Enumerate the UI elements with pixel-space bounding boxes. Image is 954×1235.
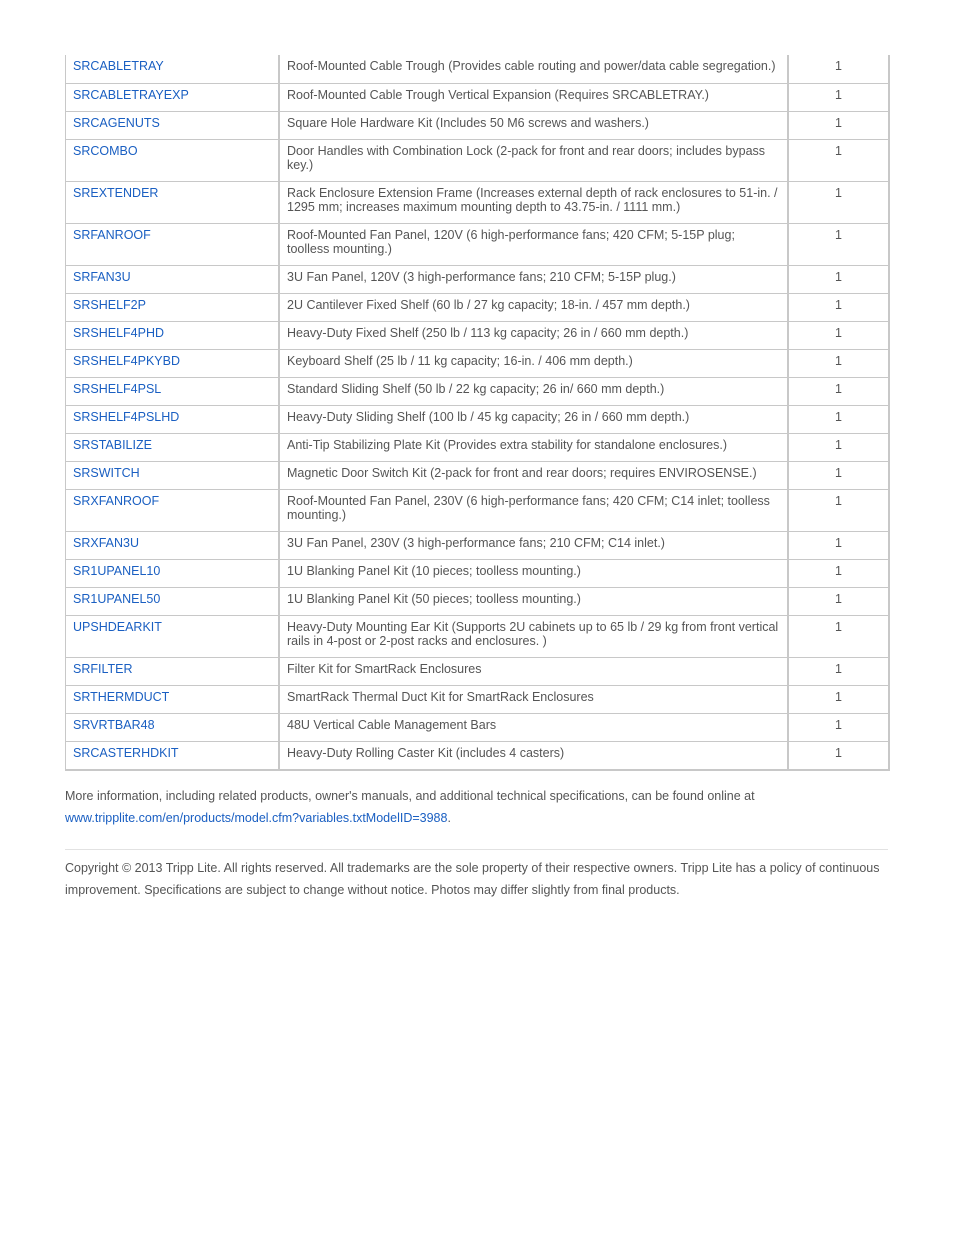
product-page-link[interactable]: www.tripplite.com/en/products/model.cfm?variables.txtModelID=3988	[65, 811, 448, 825]
description-cell: SmartRack Thermal Duct Kit for SmartRack Enclosures	[278, 685, 787, 713]
model-link[interactable]: SRSHELF4PKYBD	[65, 349, 278, 377]
description-cell: 1U Blanking Panel Kit (50 pieces; toolless mounting.)	[278, 587, 787, 615]
model-link[interactable]: SRSTABILIZE	[65, 433, 278, 461]
table-row	[65, 461, 888, 489]
description-cell: Magnetic Door Switch Kit (2-pack for front and rear doors; requires ENVIROSENSE.)	[278, 461, 787, 489]
quantity-cell: 1	[787, 55, 888, 83]
quantity-cell: 1	[787, 657, 888, 685]
description-cell: Roof-Mounted Fan Panel, 120V (6 high-performance fans; 420 CFM; 5-15P plug; toolless mounting.)	[278, 223, 787, 265]
table-row	[65, 615, 888, 657]
description-cell: 48U Vertical Cable Management Bars	[278, 713, 787, 741]
table-row	[65, 181, 888, 223]
quantity-cell: 1	[787, 531, 888, 559]
quantity-cell: 1	[787, 741, 888, 769]
table-row	[65, 377, 888, 405]
model-link[interactable]: SRTHERMDUCT	[65, 685, 278, 713]
table-row	[65, 713, 888, 741]
model-link[interactable]: SRSHELF4PHD	[65, 321, 278, 349]
model-link[interactable]: SRSHELF4PSLHD	[65, 405, 278, 433]
quantity-cell: 1	[787, 181, 888, 223]
description-cell: Rack Enclosure Extension Frame (Increases external depth of rack enclosures to 51-in. / 1295 mm; increases maximum mounting depth to 43.75-in. / 1111 mm.)	[278, 181, 787, 223]
table-row	[65, 293, 888, 321]
model-link[interactable]: SRFILTER	[65, 657, 278, 685]
model-link[interactable]: SRFANROOF	[65, 223, 278, 265]
model-link[interactable]: SRSWITCH	[65, 461, 278, 489]
quantity-cell: 1	[787, 559, 888, 587]
model-link[interactable]: SRCABLETRAY	[65, 55, 278, 83]
description-cell: Door Handles with Combination Lock (2-pack for front and rear doors; includes bypass key.)	[278, 139, 787, 181]
table-row	[65, 349, 888, 377]
quantity-cell: 1	[787, 321, 888, 349]
table-row	[65, 111, 888, 139]
table-row	[65, 741, 888, 769]
model-link[interactable]: SRXFANROOF	[65, 489, 278, 531]
table-row	[65, 657, 888, 685]
table-row	[65, 55, 888, 83]
quantity-cell: 1	[787, 111, 888, 139]
table-row	[65, 587, 888, 615]
quantity-cell: 1	[787, 615, 888, 657]
description-cell: 1U Blanking Panel Kit (10 pieces; toolless mounting.)	[278, 559, 787, 587]
model-link[interactable]: UPSHDEARKIT	[65, 615, 278, 657]
description-cell: Heavy-Duty Mounting Ear Kit (Supports 2U cabinets up to 65 lb / 29 kg from front vertical rails in 4-post or 2-post racks and enclosures. )	[278, 615, 787, 657]
description-cell: Heavy-Duty Sliding Shelf (100 lb / 45 kg capacity; 26 in / 660 mm depth.)	[278, 405, 787, 433]
model-link[interactable]: SRFAN3U	[65, 265, 278, 293]
description-cell: Filter Kit for SmartRack Enclosures	[278, 657, 787, 685]
table-row	[65, 531, 888, 559]
description-cell: 2U Cantilever Fixed Shelf (60 lb / 27 kg capacity; 18-in. / 457 mm depth.)	[278, 293, 787, 321]
model-link[interactable]: SRCAGENUTS	[65, 111, 278, 139]
model-link[interactable]: SRCOMBO	[65, 139, 278, 181]
quantity-cell: 1	[787, 587, 888, 615]
document-page	[65, 55, 888, 901]
table-row	[65, 433, 888, 461]
accessories-table	[65, 55, 890, 771]
quantity-cell: 1	[787, 489, 888, 531]
table-row	[65, 139, 888, 181]
quantity-cell: 1	[787, 265, 888, 293]
table-row	[65, 559, 888, 587]
description-cell: Anti-Tip Stabilizing Plate Kit (Provides extra stability for standalone enclosures.)	[278, 433, 787, 461]
description-cell: 3U Fan Panel, 230V (3 high-performance fans; 210 CFM; C14 inlet.)	[278, 531, 787, 559]
description-cell: Square Hole Hardware Kit (Includes 50 M6 screws and washers.)	[278, 111, 787, 139]
table-row	[65, 83, 888, 111]
description-cell: Roof-Mounted Cable Trough (Provides cable routing and power/data cable segregation.)	[278, 55, 787, 83]
description-cell: Roof-Mounted Fan Panel, 230V (6 high-performance fans; 420 CFM; C14 inlet; toolless mounting.)	[278, 489, 787, 531]
model-link[interactable]: SRSHELF4PSL	[65, 377, 278, 405]
model-link[interactable]: SREXTENDER	[65, 181, 278, 223]
table-row	[65, 223, 888, 265]
model-link[interactable]: SRXFAN3U	[65, 531, 278, 559]
model-link[interactable]: SR1UPANEL10	[65, 559, 278, 587]
link-suffix: .	[447, 811, 451, 825]
table-row	[65, 265, 888, 293]
quantity-cell: 1	[787, 139, 888, 181]
copyright-notice: Copyright © 2013 Tripp Lite. All rights reserved. All trademarks are the sole property of their respective owners. Tripp Lite has a policy of continuous improvement. Specifications are subject to change without notice. Photos may differ slightly from final products.	[65, 861, 880, 897]
table-row	[65, 321, 888, 349]
description-cell: 3U Fan Panel, 120V (3 high-performance fans; 210 CFM; 5-15P plug.)	[278, 265, 787, 293]
quantity-cell: 1	[787, 349, 888, 377]
quantity-cell: 1	[787, 83, 888, 111]
more-info-paragraph	[65, 785, 888, 829]
model-link[interactable]: SRVRTBAR48	[65, 713, 278, 741]
description-cell: Heavy-Duty Fixed Shelf (250 lb / 113 kg capacity; 26 in / 660 mm depth.)	[278, 321, 787, 349]
quantity-cell: 1	[787, 433, 888, 461]
model-link[interactable]: SRCABLETRAYEXP	[65, 83, 278, 111]
description-cell: Roof-Mounted Cable Trough Vertical Expansion (Requires SRCABLETRAY.)	[278, 83, 787, 111]
model-link[interactable]: SRSHELF2P	[65, 293, 278, 321]
table-row	[65, 685, 888, 713]
model-link[interactable]: SR1UPANEL50	[65, 587, 278, 615]
quantity-cell: 1	[787, 685, 888, 713]
description-cell: Standard Sliding Shelf (50 lb / 22 kg capacity; 26 in/ 660 mm depth.)	[278, 377, 787, 405]
description-cell: Heavy-Duty Rolling Caster Kit (includes 4 casters)	[278, 741, 787, 769]
quantity-cell: 1	[787, 461, 888, 489]
quantity-cell: 1	[787, 377, 888, 405]
table-row	[65, 405, 888, 433]
model-link[interactable]: SRCASTERHDKIT	[65, 741, 278, 769]
more-info-text: More information, including related products, owner's manuals, and additional technical specifications, can be found online at	[65, 789, 755, 803]
quantity-cell: 1	[787, 293, 888, 321]
quantity-cell: 1	[787, 713, 888, 741]
quantity-cell: 1	[787, 223, 888, 265]
quantity-cell: 1	[787, 405, 888, 433]
footer-divider	[65, 849, 888, 850]
description-cell: Keyboard Shelf (25 lb / 11 kg capacity; 16-in. / 406 mm depth.)	[278, 349, 787, 377]
table-row	[65, 489, 888, 531]
accessories-table-body	[65, 55, 888, 769]
